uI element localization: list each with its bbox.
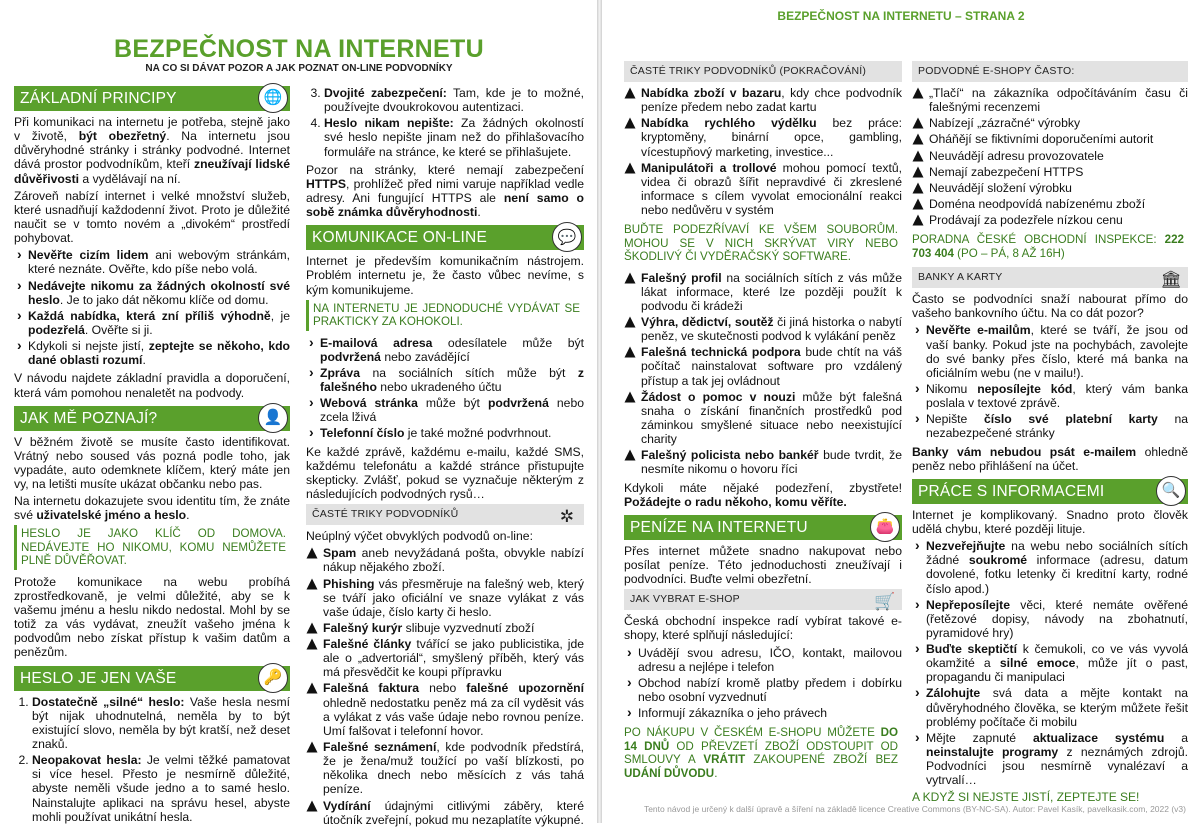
- warning-icon: [306, 682, 318, 694]
- files-callout: BUĎTE PODEZŘÍVAVÍ KE VŠEM SOUBORŮM. MOHOU SE V NICH SKRÝVAT VIRY NEBO ŠKODLIVÝ ČI VYDĚRAČSKÝ SOFTWARE.: [624, 223, 898, 264]
- warning-icon: [912, 87, 924, 99]
- section-heading-eshop: JAK VYBRAT E-SHOP 🛒: [624, 589, 902, 610]
- page-1: [0, 0, 598, 827]
- fraud-shops-list: [912, 86, 1188, 227]
- tricks-list: [306, 546, 584, 827]
- money-paragraph: Přes internet můžete snadno nakupovat nebo posílat peníze. Této jednoduchosti zneužívají i podvodníci. Buďte velmi obezřetní.: [624, 543, 902, 587]
- list-item: › Informují zákazníka o jeho právech: [624, 706, 902, 720]
- list-item: › Zpráva na sociálních sítích může být z falešného nebo ukradeného účtu: [306, 366, 584, 394]
- warning-icon: [912, 182, 924, 194]
- warning-icon: [306, 741, 318, 753]
- globe-icon: 🌐: [258, 83, 288, 113]
- principles-list: [14, 248, 290, 367]
- list-item: „Tlačí“ na zákazníka odpočítáváním času či falešnými recenzemi: [912, 86, 1188, 114]
- section-heading-tricks-continued: ČASTÉ TRIKY PODVODNÍKŮ (POKRAČOVÁNÍ): [624, 61, 902, 82]
- list-item: › Nepřeposílejte věci, které nemáte ověřené (řetězové dopisy, návody na zbohatnutí, pyramidové hry): [912, 598, 1188, 640]
- license-footer: Tento návod je určený k další úpravě a šíření na základě licence Creative Commons (BY-NC-SA). Autor: Pavel Kasík, pavelkasik.com, 2022 (v3): [643, 804, 1186, 815]
- eshop-paragraph: Česká obchodní inspekce radí vybírat takové e-shopy, které splňují následující:: [624, 614, 902, 643]
- principles-paragraph-3: V návodu najdete základní pravidla a doporučení, která vám pomohou nenaletět na podvody.: [14, 371, 290, 400]
- warning-icon: [912, 166, 924, 178]
- list-item: › Nedávejte nikomu za žádných okolností své heslo. Je to jako dát někomu klíče od domu.: [14, 279, 290, 307]
- list-item: 4. Heslo nikam nepište: Za žádných okolností své heslo nepište jinam než do přihlašovacího formuláře na stránce, ke které se přihlašujete.: [324, 116, 584, 158]
- section-heading-recognize: JAK MĚ POZNAJÍ? 👤: [14, 406, 290, 431]
- list-item: Prodávají za podezřele nízkou cenu: [912, 213, 1188, 227]
- info-paragraph: Internet je komplikovaný. Snadno proto člověk udělá chybu, které později lituje.: [912, 507, 1188, 536]
- banks-list: [912, 323, 1188, 440]
- list-item: Falešný kurýr slibuje vyzvednutí zboží: [306, 621, 584, 635]
- page1-column-left: [14, 84, 291, 824]
- section-heading-principles: ZÁKLADNÍ PRINCIPY 🌐: [14, 86, 290, 111]
- list-item: › Mějte zapnuté aktualizace systému a neinstalujte programy z neznámých zdrojů. Podvodníci jsou nesmírně vynalézaví a vytrvalí…: [912, 731, 1188, 788]
- list-item: Falešné články tvářící se jako publicistika, jde ale o „advertoriál“, smyšlený příběh, který vás má přesvědčit ke koupi přípravku: [306, 637, 584, 679]
- return-policy-callout: PO NÁKUPU V ČESKÉM E-SHOPU MŮŽETE DO 14 DNŮ OD PŘEVZETÍ ZBOŽÍ ODSTOUPIT OD SMLOUVY A VRÁTIT ZAKOUPENÉ ZBOŽÍ BEZ UDÁNÍ DŮVODU.: [624, 726, 899, 780]
- list-item: › Nevěřte e-mailům, které se tváří, že jsou od vaší banky. Pokud jste na pochybách, zavolejte do své banky přes číslo, které má banka na oficiálním webu (ne v mailu!).: [912, 323, 1188, 380]
- bank-icon: 🏛: [1160, 270, 1182, 290]
- list-item: › Uvádějí svou adresu, IČO, kontakt, mailovou adresu a nejlépe i telefon: [624, 646, 902, 674]
- user-icon: 👤: [258, 403, 288, 433]
- list-item: › Zálohujte svá data a mějte kontakt na důvěryhodného člověka, se kterým můžete řešit problémy počítače či mobilu: [912, 686, 1188, 728]
- list-item: Falešný profil na sociálních sítích z vás může lákat informace, které lze později použít k podvodu či krádeži: [624, 271, 902, 313]
- final-advice: A KDYŽ SI NEJSTE JISTÍ, ZEPTEJTE SE!: [912, 790, 1140, 805]
- eshop-list: [624, 646, 902, 721]
- warning-icon: [624, 162, 636, 174]
- recognize-paragraph-1: V běžném životě se musíte často identifikovat. Vrátný nebo soused vás pozná podle toho, jak vypadáte, auto odemknete klíčem, který máte jen vy, na letišti musíte ukázat občanku nebo pas.: [14, 434, 290, 492]
- principles-paragraph-1: Při komunikaci na internetu je potřeba, stejně jako v životě, být obezřetný. Na internetu jsou důvěryhodné stránky i stránky podvodné. Internet dává prostor podvodníkům, kteří zneužívají lidské důvěřivosti a vydělávají na ní.: [14, 114, 291, 186]
- list-item: Doména neodpovídá nabízenému zboží: [912, 197, 1188, 211]
- warning-icon: [912, 117, 924, 129]
- list-item: Spam aneb nevyžádaná pošta, obvykle nabízí nákup nějakého zboží.: [306, 546, 584, 574]
- banks-paragraph-2: Banky vám nebudou psát e-mailem ohledně peněz nebo přihlášení na účet.: [912, 444, 1188, 473]
- warning-icon: [306, 547, 318, 559]
- list-item: Falešná technická podpora bude chtít na váš počítač nainstalovat software pro vzdálený přístup a tak jej ovládnout: [624, 345, 902, 387]
- list-item: › Buďte skeptičtí k čemukoli, co ve vás vyvolá okamžité a silné emoce, může jít o past, propagandu či manipulaci: [912, 642, 1188, 684]
- password-list: [32, 695, 290, 824]
- warning-icon: [306, 578, 318, 590]
- list-item: › Nezveřejňujte na webu nebo sociálních sítích žádné soukromé informace (adresu, datum dovolené, fotku letenky či kreditní karty, rodné číslo apod.): [912, 539, 1188, 596]
- recognize-paragraph-3: Protože komunikace na webu probíhá zprostředkovaně, je velmi důležité, aby se k vašemu jménu a heslu nikdo nedostal. Mohl by se totiž za vás vydávat, zneužít vašeho jména k podvodům nebo získat přístup k vašim datům a penězům.: [14, 574, 290, 660]
- key-icon: 🔑: [258, 663, 288, 693]
- warning-icon: [624, 346, 636, 358]
- chat-icon: 💬: [552, 222, 582, 252]
- list-item: › Webová stránka může být podvržená nebo zcela lživá: [306, 396, 584, 424]
- tricks-continued-list-2: [624, 271, 902, 477]
- warning-icon: [624, 316, 636, 328]
- list-item: 1. Dostatečně „silné“ heslo: Vaše hesla nesmí být nijak uhodnutelná, neměla by to být existující slovo, neměla by být kratší, než deset znaků.: [32, 695, 290, 752]
- principles-paragraph-2: Zároveň nabízí internet i velké množství služeb, které usnadňují každodenní život. Proto je důležité naučit se v tomto novém a „divokém“ prostředí pohybovat.: [14, 188, 290, 246]
- section-heading-password: HESLO JE JEN VAŠE 🔑: [14, 666, 290, 691]
- list-item: Neuvádějí adresu provozovatele: [912, 149, 1188, 163]
- list-item: Výhra, dědictví, soutěž či jiná historka o nabytí peněz, ve skutečnosti podvod k vylákání peněz: [624, 315, 902, 343]
- list-item: › E-mailová adresa odesílatele může být podvržená nebo zavádějící: [306, 336, 584, 364]
- section-heading-fraud-shops: PODVODNÉ E-SHOPY ČASTO:: [912, 61, 1188, 82]
- warning-icon: [306, 622, 318, 634]
- section-heading-tricks: ČASTÉ TRIKY PODVODNÍKŮ ✲: [306, 504, 584, 525]
- cart-icon: 🛒: [874, 592, 896, 612]
- list-item: Nabídka zboží v bazaru, kdy chce podvodník peníze předem nebo zadat kartu: [624, 86, 902, 114]
- password-key-callout: HESLO JE JAKO KLÍČ OD DOMOVA. NEDÁVEJTE HO NIKOMU, KOMU NEMŮŽETE PLNĚ DŮVĚŘOVAT.: [14, 525, 290, 569]
- warning-icon: [624, 449, 636, 461]
- warning-icon: [912, 133, 924, 145]
- list-item: Žádost o pomoc v nouzi může být falešná snaha o získání finančních prostředků pod záminkou smyšlené situace nebo neexistující charity: [624, 390, 902, 447]
- list-item: Oháňějí se fiktivními doporučeními autorit: [912, 132, 1188, 146]
- warning-icon: [624, 272, 636, 284]
- warning-icon: [306, 638, 318, 650]
- list-item: Nemají zabezpečení HTTPS: [912, 165, 1188, 179]
- page-2-header: BEZPEČNOST NA INTERNETU – STRANA 2: [777, 9, 1025, 23]
- warning-icon: [624, 391, 636, 403]
- virus-icon: ✲: [559, 507, 575, 527]
- communication-list: [306, 336, 584, 441]
- page2-column-left: [624, 58, 902, 798]
- wallet-icon: 👛: [870, 512, 900, 542]
- list-item: Vydírání údajnými citlivými záběry, které útočník zveřejní, pokud mu nezaplatíte výkupné.: [306, 799, 584, 827]
- warning-icon: [624, 87, 636, 99]
- list-item: Nabídka rychlého výdělku bez práce: kryptoměny, binární opce, gambling, vícestupňový marketing, investice...: [624, 116, 902, 158]
- list-item: Nabízejí „zázračné“ výrobky: [912, 116, 1188, 130]
- list-item: › Nepište číslo své platební karty na nezabezpečené stránky: [912, 412, 1188, 440]
- list-item: › Kdykoli si nejste jistí, zeptejte se někoho, kdo dané oblasti rozumí.: [14, 339, 290, 367]
- list-item: 2. Neopakovat hesla: Je velmi těžké pamatovat si více hesel. Přesto je nesmírně důležité, abyste neměli všude jedno a to samé heslo. Nainstalujte aplikaci na správu hesel, abyste mohli používat unikátní hesla.: [32, 753, 290, 824]
- warning-icon: [912, 198, 924, 210]
- warning-icon: [912, 214, 924, 226]
- section-heading-money: PENÍZE NA INTERNETU 👛: [624, 515, 902, 540]
- list-item: Neuvádějí složení výrobku: [912, 181, 1188, 195]
- banks-paragraph-1: Často se podvodníci snaží nabourat přímo do vašeho bankovního účtu. Na co dát pozor?: [912, 292, 1188, 321]
- https-paragraph: Pozor na stránky, které nemají zabezpečení HTTPS, prohlížeč před nimi varuje například vedle adresy. Ani fungující HTTPS ale není samo o sobě známka důvěryhodnosti.: [306, 162, 585, 220]
- list-item: › Telefonní číslo je také možné podvrhnout.: [306, 426, 584, 440]
- page1-column-right: [306, 84, 585, 827]
- page-2: [602, 0, 1200, 823]
- tricks-intro: Neúplný výčet obvyklých podvodů on-line:: [306, 529, 533, 544]
- section-heading-info: PRÁCE S INFORMACEMI 🔍: [912, 479, 1188, 504]
- inspection-hotline-callout: PORADNA ČESKÉ OBCHODNÍ INSPEKCE: 222 703 404 (PO – PÁ, 8 AŽ 16H): [912, 233, 1184, 260]
- list-item: 3. Dvojité zabezpečení: Tam, kde je to možné, používejte dvoukrokovou autentizaci.: [324, 86, 584, 114]
- password-list-continued: [324, 86, 584, 159]
- impersonation-callout: NA INTERNETU JE JEDNODUCHÉ VYDÁVAT SE PRAKTICKY ZA KOHOKOLI.: [306, 300, 584, 331]
- list-item: › Každá nabídka, která zní příliš výhodně, je podezřelá. Ověřte si ji.: [14, 309, 290, 337]
- document-search-icon: 🔍: [1156, 476, 1186, 506]
- warning-icon: [912, 150, 924, 162]
- communication-paragraph-1: Internet je především komunikačním nástrojem. Problém internetu je, že často vůbec nevíme, s kým komunikujeme.: [306, 254, 584, 297]
- info-list: [912, 539, 1188, 787]
- page2-column-right: [912, 58, 1189, 805]
- suspicion-paragraph: Kdykoli máte nějaké podezření, zbystřete! Požádejte o radu někoho, komu věříte.: [624, 480, 902, 509]
- list-item: › Nevěřte cizím lidem ani webovým stránkám, které neznáte. Ověřte, kdo píše nebo volá.: [14, 248, 290, 276]
- list-item: Falešné seznámení, kde podvodník předstírá, že je žena/muž toužící po vaší blízkosti, po několika dnech nebo měsících z vás tahá peníze.: [306, 740, 584, 797]
- warning-icon: [624, 117, 636, 129]
- tricks-continued-list: [624, 86, 902, 217]
- list-item: › Nikomu neposílejte kód, který vám banka poslala v textové zprávě.: [912, 382, 1188, 410]
- warning-icon: [306, 800, 318, 812]
- page-title: BEZPEČNOST NA INTERNETU: [114, 35, 484, 63]
- list-item: Falešná faktura nebo falešné upozornění ohledně nedostatku peněz má za cíl vyděsit vás a vylákat z vás vaše údaje nebo rovnou peníze. Umí falšovat i telefonní hovor.: [306, 681, 584, 738]
- section-heading-banks: BANKY A KARTY 🏛: [912, 267, 1188, 288]
- list-item: › Obchod nabízí kromě platby předem i dobírku nebo osobní vyzvednutí: [624, 676, 902, 704]
- page-subtitle: NA CO SI DÁVAT POZOR A JAK POZNAT ON-LINE PODVODNÍKY: [145, 63, 453, 74]
- section-heading-communication: KOMUNIKACE ON-LINE 💬: [306, 225, 584, 250]
- list-item: Manipulátoři a trollové mohou pomocí textů, videa či obrazů šířit nepravdivé či zkreslené informace s cílem vyvolat emocionální reakci nebo nedůvěru v systém: [624, 161, 902, 218]
- list-item: Falešný policista nebo bankéř bude tvrdit, že nesmíte nikomu o hovoru říci: [624, 448, 902, 476]
- communication-paragraph-2: Ke každé zprávě, každému e-mailu, každé SMS, každému telefonátu a každé stránce přistupujte skepticky. Zvlášť, pokud se vyznačuje některým z následujících podvodných rysů…: [306, 444, 584, 501]
- recognize-paragraph-2: Na internetu dokazujete svou identitu tím, že znáte své uživatelské jméno a heslo.: [14, 494, 290, 523]
- list-item: Phishing vás přesměruje na falešný web, který se tváří jako oficiální ve snaze vylákat z vás vaše údaje, číslo karty či heslo.: [306, 577, 584, 619]
